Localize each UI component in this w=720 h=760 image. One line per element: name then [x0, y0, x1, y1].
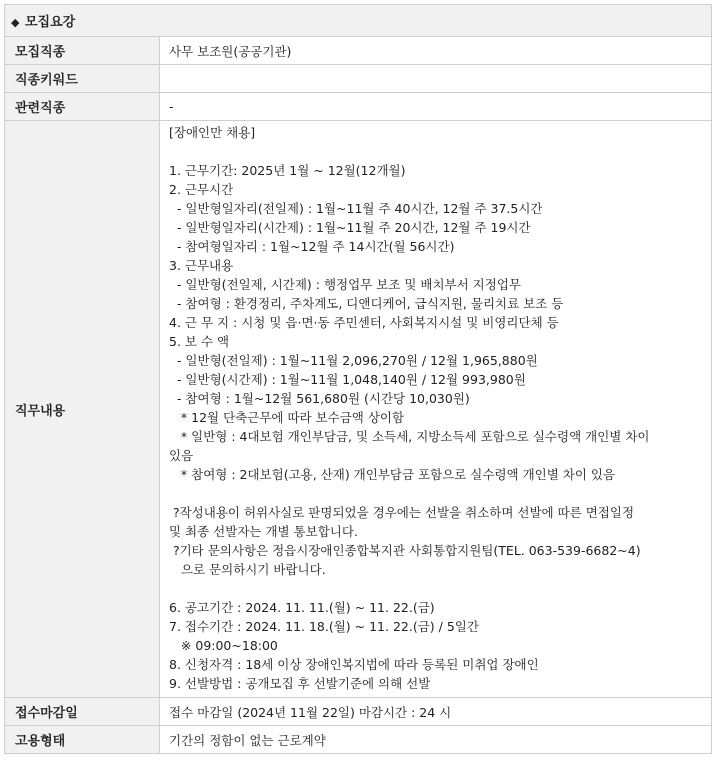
duty-line: 6. 공고기간 : 2024. 11. 11.(월) ~ 11. 22.(금) — [169, 600, 435, 615]
duties-label: 직무내용 — [5, 121, 160, 698]
duty-line — [169, 579, 703, 598]
duty-line: - 참여형 : 환경정리, 주차계도, 디앤디케어, 급식지원, 물리치료 보조 등 — [169, 296, 564, 311]
deadline-label: 접수마감일 — [5, 698, 160, 726]
section-header — [5, 5, 712, 37]
row-keyword — [5, 65, 712, 93]
duty-line: ?작성내용이 허위사실로 판명되었을 경우에는 선발을 취소하며 선발에 따른 면접일정 — [169, 505, 635, 520]
keyword-label: 직종키워드 — [5, 65, 160, 93]
row-duties — [5, 121, 712, 698]
duty-line — [169, 484, 703, 503]
recruitment-table — [4, 4, 712, 754]
duty-line: - 일반형일자리(전일제) : 1월~11월 주 40시간, 12월 주 37.5시간 — [169, 201, 543, 216]
section-title: 모집요강 — [25, 15, 76, 30]
deadline-value: 접수 마감일 (2024년 11월 22일) 마감시간 : 24 시 — [160, 698, 712, 726]
row-employment — [5, 726, 712, 754]
job-category-label: 모집직종 — [5, 37, 160, 65]
duty-line: - 일반형(전일제) : 1월~11월 2,096,270원 / 12월 1,965,880원 — [169, 353, 538, 368]
section-header-row — [5, 5, 712, 37]
duty-line: 3. 근무내용 — [169, 258, 234, 273]
duty-line: - 일반형(시간제) : 1월~11월 1,048,140원 / 12월 993,980원 — [169, 372, 526, 387]
duty-line: 8. 신청자격 : 18세 이상 장애인복지법에 따라 등록된 미취업 장애인 — [169, 657, 539, 672]
duties-content — [160, 121, 712, 698]
duty-line: * 참여형 : 2대보험(고용, 산재) 개인부담금 포함으로 실수령액 개인별 차이 있음 — [169, 467, 616, 482]
row-job-category — [5, 37, 712, 65]
duty-line: 으로 문의하시기 바랍니다. — [169, 562, 326, 577]
related-label: 관련직종 — [5, 93, 160, 121]
duty-line: ※ 09:00~18:00 — [169, 638, 278, 653]
duty-line: 1. 근무기간: 2025년 1월 ~ 12월(12개월) — [169, 163, 406, 178]
duty-line: 4. 근 무 지 : 시청 및 읍·면·동 주민센터, 사회복지시설 및 비영리단체 등 — [169, 315, 559, 330]
duty-line: ?기타 문의사항은 정읍시장애인종합복지관 사회통합지원팀(TEL. 063-539-6682~4) — [169, 543, 641, 558]
job-category-value: 사무 보조원(공공기관) — [160, 37, 712, 65]
duty-line: - 참여형 : 1월~12월 561,680원 (시간당 10,030원) — [169, 391, 470, 406]
related-value: - — [160, 93, 712, 121]
duty-line: * 일반형 : 4대보험 개인부담금, 및 소득세, 지방소득세 포함으로 실수령액 개인별 차이 — [169, 429, 650, 444]
employment-value: 기간의 정함이 없는 근로계약 — [160, 726, 712, 754]
duty-line: * 12월 단축근무에 따라 보수금액 상이함 — [169, 410, 405, 425]
duty-line: - 일반형(전일제, 시간제) : 행정업무 보조 및 배치부서 지정업무 — [169, 277, 521, 292]
employment-label: 고용형태 — [5, 726, 160, 754]
keyword-value — [160, 65, 712, 93]
duty-line: 2. 근무시간 — [169, 182, 234, 197]
duty-line — [169, 142, 703, 161]
duty-line: 5. 보 수 액 — [169, 334, 230, 349]
diamond-bullet-icon: ◆ — [11, 16, 20, 29]
duty-line: - 일반형일자리(시간제) : 1월~11월 주 20시간, 12월 주 19시간 — [169, 220, 531, 235]
duty-line: - 참여형일자리 : 1월~12월 주 14시간(월 56시간) — [169, 239, 455, 254]
duty-line: 및 최종 선발자는 개별 통보합니다. — [169, 524, 358, 539]
duty-line: [장애인만 채용] — [169, 125, 256, 140]
row-deadline — [5, 698, 712, 726]
duty-line: 있음 — [169, 448, 194, 463]
row-related — [5, 93, 712, 121]
duty-line: 9. 선발방법 : 공개모집 후 선발기준에 의해 선발 — [169, 676, 431, 691]
duty-line: 7. 접수기간 : 2024. 11. 18.(월) ~ 11. 22.(금) / 5일간 — [169, 619, 479, 634]
